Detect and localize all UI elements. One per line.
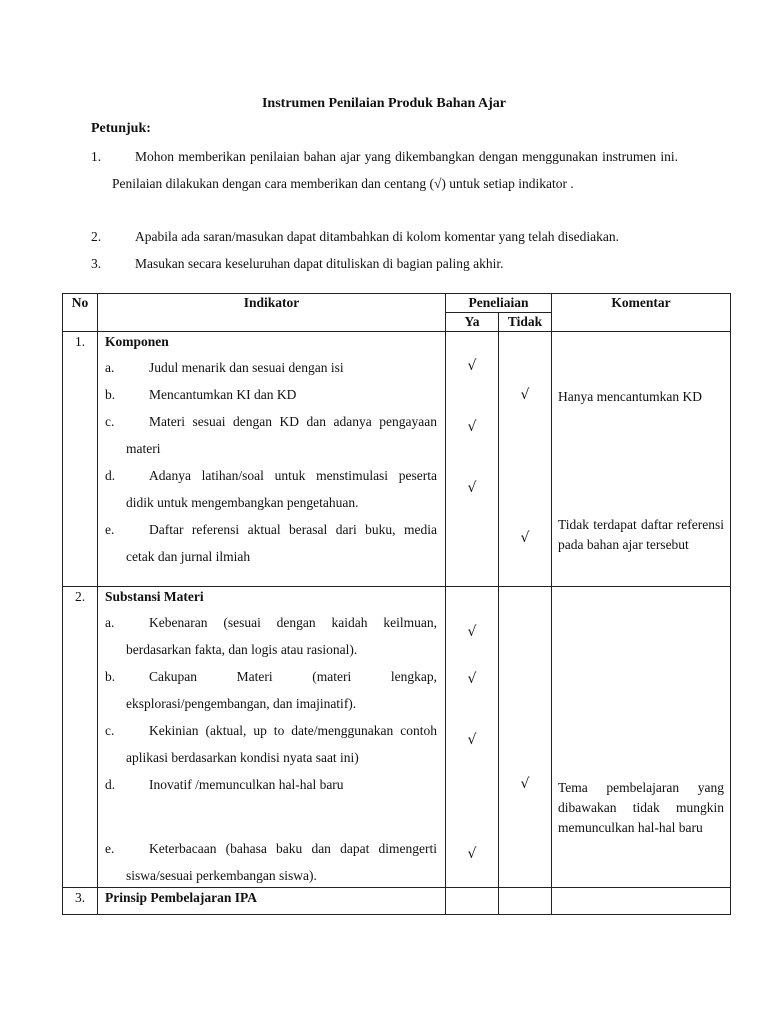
item-text: Kekinian (aktual, up to date/menggunakan contoh aplikasi berdasarkan kondisi nyata saat ini): [126, 723, 437, 765]
item-letter: d.: [105, 468, 116, 483]
instruction-text: Mohon memberikan penilaian bahan ajar yang dikembangkan dengan menggunakan instrumen ini. Penilaian dilakukan dengan cara memberikan dan centang (√) untuk setiap indikator .: [112, 149, 678, 191]
assessment-table: [62, 293, 731, 915]
check-mark-icon: √: [467, 624, 477, 640]
indicator-item: [105, 516, 437, 570]
item-letter: b.: [105, 387, 116, 402]
indicator-cell: [98, 587, 446, 888]
check-mark-icon: √: [467, 671, 477, 687]
section-number-cell: [63, 888, 98, 915]
ya-cell: [446, 888, 499, 915]
header-no: No: [63, 294, 98, 332]
instruction-number: 1.: [91, 149, 102, 164]
instruction-1: [91, 143, 678, 197]
check-mark-icon: √: [467, 480, 477, 496]
check-mark-icon: √: [520, 530, 530, 546]
item-letter: d.: [105, 777, 116, 792]
check-mark-icon: √: [520, 776, 530, 792]
section-title: Komponen: [105, 334, 169, 349]
ya-cell: [446, 332, 499, 587]
comment-text: Tema pembelajaran yang dibawakan tidak mungkin memunculkan hal-hal baru: [558, 780, 724, 835]
check-mark-icon: √: [467, 732, 477, 748]
indicator-item: [105, 462, 437, 516]
instruction-number: 3.: [91, 256, 102, 271]
section-title: Prinsip Pembelajaran IPA: [105, 890, 257, 905]
check-mark-icon: √: [467, 358, 477, 374]
item-letter: c.: [105, 414, 115, 429]
item-text: Materi sesuai dengan KD dan adanya pengayaan materi: [126, 414, 437, 456]
komentar-cell: [552, 332, 731, 587]
table-row: [63, 587, 731, 888]
tidak-cell: [499, 332, 552, 587]
indicator-item: [105, 408, 437, 462]
item-text: Adanya latihan/soal untuk menstimulasi peserta didik untuk mengembangkan pengetahuan.: [126, 468, 437, 510]
instruction-text: Masukan secara keseluruhan dapat dituliskan di bagian paling akhir.: [135, 256, 504, 271]
comment-text: Tidak terdapat daftar referensi pada bahan ajar tersebut: [558, 517, 724, 552]
item-letter: a.: [105, 360, 115, 375]
indicator-item: [105, 663, 437, 717]
item-letter: e.: [105, 841, 115, 856]
indicator-cell: [98, 888, 446, 915]
section-number: 1.: [74, 334, 86, 349]
item-letter: c.: [105, 723, 115, 738]
ya-cell: [446, 587, 499, 888]
indicator-item: [105, 381, 437, 408]
comment-text: Hanya mencantumkan KD: [558, 389, 702, 404]
instruction-text: Apabila ada saran/masukan dapat ditambahkan di kolom komentar yang telah disediakan.: [135, 229, 619, 244]
item-text: Mencantumkan KI dan KD: [149, 387, 297, 402]
petunjuk-label: Petunjuk:: [91, 121, 151, 136]
section-title: Substansi Materi: [105, 589, 204, 604]
header-penilaian: Peneliaian: [446, 294, 552, 313]
item-text: Inovatif /memunculkan hal-hal baru: [149, 777, 344, 792]
item-text: Daftar referensi aktual berasal dari buku, media cetak dan jurnal ilmiah: [126, 522, 437, 564]
indicator-cell: [98, 332, 446, 587]
check-mark-icon: √: [520, 387, 530, 403]
item-letter: a.: [105, 615, 115, 630]
indicator-item: [105, 609, 437, 663]
item-letter: b.: [105, 669, 116, 684]
section-number: 2.: [74, 589, 86, 604]
item-text: Keterbacaan (bahasa baku dan dapat dimengerti siswa/sesuai perkembangan siswa).: [126, 841, 437, 883]
komentar-cell: [552, 587, 731, 888]
item-text: Cakupan Materi (materi lengkap, eksplorasi/pengembangan, dan imajinatif).: [126, 669, 437, 711]
instruction-number: 2.: [91, 229, 102, 244]
item-letter: e.: [105, 522, 115, 537]
indicator-item: [105, 835, 437, 889]
section-number: 3.: [74, 890, 86, 905]
section-number-cell: [63, 587, 98, 888]
document-title: Instrumen Penilaian Produk Bahan Ajar: [261, 96, 506, 111]
header-indikator: Indikator: [98, 294, 446, 332]
section-number-cell: [63, 332, 98, 587]
header-tidak: Tidak: [499, 313, 552, 332]
check-mark-icon: √: [467, 419, 477, 435]
komentar-cell: [552, 888, 731, 915]
header-ya: Ya: [446, 313, 499, 332]
item-text: Kebenaran (sesuai dengan kaidah keilmuan, berdasarkan fakta, dan logis atau rasional).: [126, 615, 437, 657]
header-komentar: Komentar: [552, 294, 731, 332]
tidak-cell: [499, 587, 552, 888]
indicator-item: [105, 771, 437, 798]
indicator-item: [105, 354, 437, 381]
instruction-3: [91, 250, 678, 277]
table-row: [63, 332, 731, 587]
instruction-2: [91, 223, 678, 250]
item-text: Judul menarik dan sesuai dengan isi: [149, 360, 344, 375]
check-mark-icon: √: [467, 846, 477, 862]
tidak-cell: [499, 888, 552, 915]
table-row: [63, 888, 731, 915]
indicator-item: [105, 717, 437, 771]
